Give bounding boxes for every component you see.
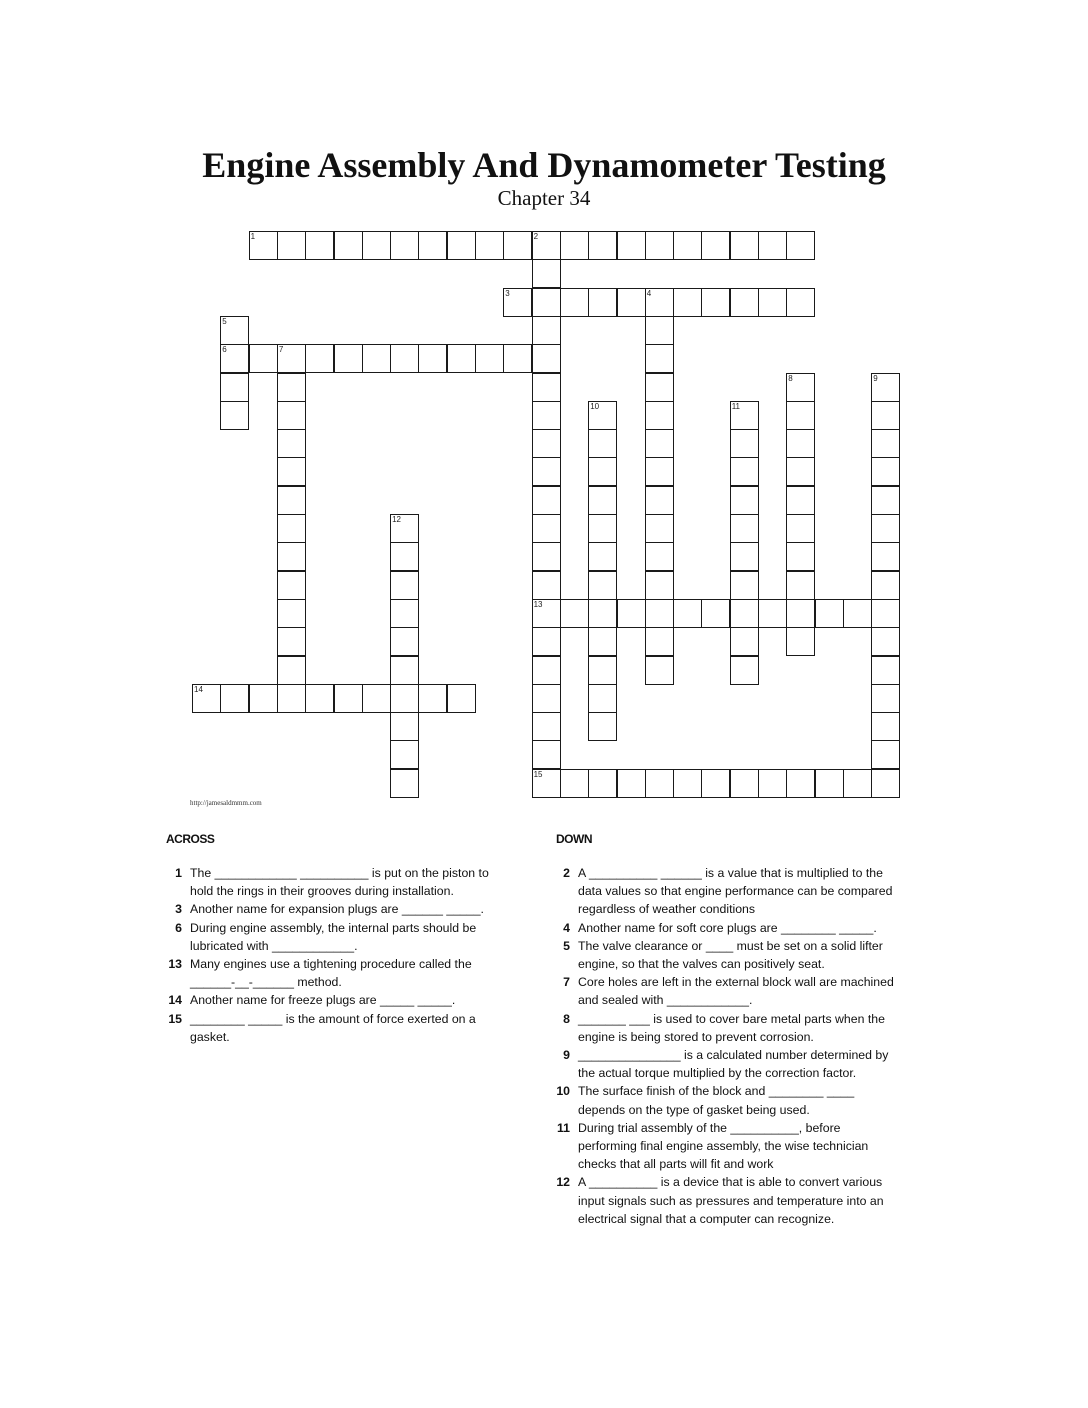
- clue-text: Many engines use a tightening procedure called the ______-__-______ method.: [190, 957, 472, 990]
- clue-number: 1: [175, 866, 182, 880]
- grid-cell[interactable]: [871, 599, 900, 628]
- grid-cell[interactable]: [277, 599, 306, 628]
- grid-cell[interactable]: [447, 231, 476, 260]
- clue-text: Another name for expansion plugs are ______ _____.: [190, 902, 484, 917]
- across-clue: [156, 991, 508, 1009]
- down-clue-list: [544, 864, 896, 1228]
- grid-cell[interactable]: [560, 769, 589, 798]
- grid-cell[interactable]: [843, 599, 872, 628]
- clue-text: The valve clearance or ____ must be set on a solid lifter engine, so that the valves can positively seat.: [578, 938, 883, 972]
- grid-cell[interactable]: [503, 231, 532, 260]
- grid-cell[interactable]: [220, 344, 249, 373]
- clue-number: 1: [250, 232, 256, 241]
- grid-cell[interactable]: [645, 344, 674, 373]
- grid-cell[interactable]: [192, 684, 221, 713]
- down-clue: [544, 1046, 896, 1082]
- grid-cell[interactable]: [673, 288, 702, 317]
- grid-cell[interactable]: [334, 684, 363, 713]
- down-clue: [544, 919, 896, 937]
- grid-cell[interactable]: [560, 231, 589, 260]
- grid-cell[interactable]: [730, 288, 759, 317]
- grid-cell[interactable]: [390, 627, 419, 656]
- clue-text: During trial assembly of the __________, before performing final engine assembly, the wise technician checks that all parts will fit and work: [578, 1120, 869, 1172]
- grid-cell[interactable]: [730, 401, 759, 430]
- across-clue: [156, 919, 508, 955]
- grid-cell[interactable]: [532, 769, 561, 798]
- grid-cell[interactable]: [277, 542, 306, 571]
- grid-cell[interactable]: [786, 769, 815, 798]
- clue-text: Another name for freeze plugs are _____ _____.: [190, 993, 456, 1008]
- grid-cell[interactable]: [362, 344, 391, 373]
- grid-cell[interactable]: [418, 684, 447, 713]
- grid-cell[interactable]: [758, 769, 787, 798]
- clue-text: Another name for soft core plugs are ________ _____.: [578, 920, 877, 935]
- clue-text: _______________ is a calculated number determined by the actual torque multiplied by the correction factor.: [578, 1048, 889, 1081]
- grid-cell[interactable]: [645, 401, 674, 430]
- grid-cell[interactable]: [532, 740, 561, 769]
- grid-cell[interactable]: [617, 599, 646, 628]
- grid-cell[interactable]: [277, 571, 306, 600]
- grid-cell[interactable]: [871, 571, 900, 600]
- clue-text: The ____________ __________ is put on the piston to hold the rings in their grooves during installation.: [190, 866, 489, 899]
- grid-cell[interactable]: [588, 599, 617, 628]
- grid-cell[interactable]: [277, 684, 306, 713]
- grid-cell[interactable]: [390, 769, 419, 798]
- down-clue: [544, 1010, 896, 1046]
- grid-cell[interactable]: [786, 457, 815, 486]
- clue-number: 3: [175, 902, 182, 917]
- down-clue: [544, 1119, 896, 1174]
- grid-cell[interactable]: [871, 712, 900, 741]
- clue-text: A __________ ______ is a value that is multiplied to the data values so that engine performance can be compared regardless of weather conditions: [578, 866, 893, 917]
- grid-cell[interactable]: [334, 344, 363, 373]
- clue-text: A __________ is a device that is able to convert various input signals such as pressures and temperature into an electrical signal that a computer can recognize.: [578, 1175, 884, 1226]
- source-url: http://jamesaldmmm.com: [190, 799, 262, 807]
- across-heading: ACROSS: [166, 832, 215, 846]
- grid-cell[interactable]: [730, 571, 759, 600]
- grid-cell[interactable]: [871, 769, 900, 798]
- grid-cell[interactable]: [249, 684, 278, 713]
- grid-cell[interactable]: [588, 684, 617, 713]
- grid-cell[interactable]: [418, 231, 447, 260]
- page-subtitle: Chapter 34: [497, 186, 591, 210]
- grid-cell[interactable]: [305, 684, 334, 713]
- grid-cell[interactable]: [532, 712, 561, 741]
- grid-cell[interactable]: [645, 288, 674, 317]
- grid-cell[interactable]: [418, 344, 447, 373]
- grid-cell[interactable]: [277, 429, 306, 458]
- grid-cell[interactable]: [277, 457, 306, 486]
- grid-cell[interactable]: [532, 457, 561, 486]
- clue-number: 13: [168, 957, 182, 972]
- grid-cell[interactable]: [532, 514, 561, 543]
- grid-cell[interactable]: [390, 231, 419, 260]
- down-clue: [544, 864, 896, 919]
- grid-cell[interactable]: [815, 599, 844, 628]
- grid-cell[interactable]: [532, 401, 561, 430]
- grid-cell[interactable]: [758, 599, 787, 628]
- grid-cell[interactable]: [334, 231, 363, 260]
- grid-cell[interactable]: [532, 627, 561, 656]
- grid-cell[interactable]: [730, 457, 759, 486]
- grid-cell[interactable]: [701, 769, 730, 798]
- grid-cell[interactable]: [730, 429, 759, 458]
- clue-number: 6: [222, 345, 227, 355]
- clue-text: The surface finish of the block and ________ ____ depends on the type of gasket being used.: [578, 1084, 855, 1117]
- grid-cell[interactable]: [758, 288, 787, 317]
- grid-cell[interactable]: [871, 627, 900, 656]
- grid-cell[interactable]: [617, 769, 646, 798]
- grid-cell[interactable]: [588, 514, 617, 543]
- grid-cell[interactable]: [390, 344, 419, 373]
- grid-cell[interactable]: [277, 231, 306, 260]
- grid-cell[interactable]: [532, 344, 561, 373]
- grid-cell[interactable]: [249, 231, 278, 260]
- grid-cell[interactable]: [730, 627, 759, 656]
- grid-cell[interactable]: [673, 231, 702, 260]
- grid-cell[interactable]: [786, 514, 815, 543]
- clue-number: 6: [175, 920, 182, 935]
- across-clue: [156, 1010, 508, 1046]
- clue-number: 2: [533, 232, 539, 241]
- clue-number: 4: [646, 288, 652, 298]
- grid-cell[interactable]: [305, 231, 334, 260]
- grid-cell[interactable]: [645, 429, 674, 458]
- grid-cell[interactable]: [532, 373, 561, 402]
- clue-number: 7: [563, 975, 570, 990]
- grid-cell[interactable]: [390, 740, 419, 769]
- clue-number: 9: [563, 1048, 570, 1063]
- grid-cell[interactable]: [645, 542, 674, 571]
- grid-cell[interactable]: [503, 288, 532, 317]
- grid-cell[interactable]: [532, 571, 561, 600]
- grid-cell[interactable]: [277, 344, 306, 373]
- grid-cell[interactable]: [730, 599, 759, 628]
- grid-cell[interactable]: [786, 627, 815, 656]
- grid-cell[interactable]: [786, 571, 815, 600]
- grid-cell[interactable]: [645, 599, 674, 628]
- down-clue: [544, 937, 896, 973]
- grid-cell[interactable]: [560, 599, 589, 628]
- grid-cell[interactable]: [730, 769, 759, 798]
- grid-cell[interactable]: [390, 656, 419, 685]
- grid-cell[interactable]: [645, 514, 674, 543]
- grid-cell[interactable]: [390, 684, 419, 713]
- clue-text: _______ ___ is used to cover bare metal parts when the engine is being stored to prevent corrosion.: [578, 1011, 885, 1044]
- grid-cell[interactable]: [362, 684, 391, 713]
- grid-cell[interactable]: [475, 231, 504, 260]
- grid-cell[interactable]: [588, 542, 617, 571]
- grid-cell[interactable]: [645, 571, 674, 600]
- clue-number: 4: [563, 920, 570, 935]
- grid-cell[interactable]: [277, 486, 306, 515]
- down-heading: DOWN: [556, 832, 592, 846]
- grid-cell[interactable]: [588, 429, 617, 458]
- grid-cell[interactable]: [277, 514, 306, 543]
- clue-number: 10: [590, 401, 600, 411]
- clue-number: 11: [557, 1120, 570, 1135]
- across-clue-list: [156, 864, 508, 1046]
- grid-cell[interactable]: [730, 514, 759, 543]
- grid-cell[interactable]: [871, 656, 900, 685]
- grid-cell[interactable]: [617, 231, 646, 260]
- grid-cell[interactable]: [786, 429, 815, 458]
- grid-cell[interactable]: [588, 457, 617, 486]
- clue-text: Core holes are left in the external block wall are machined and sealed with ____________.: [578, 975, 894, 1008]
- grid-cell[interactable]: [871, 457, 900, 486]
- clue-number: 12: [556, 1175, 570, 1190]
- grid-cell[interactable]: [645, 656, 674, 685]
- grid-cell[interactable]: [645, 231, 674, 260]
- down-clue: [544, 973, 896, 1009]
- grid-cell[interactable]: [786, 542, 815, 571]
- across-clue: [156, 955, 508, 991]
- clue-number: 8: [788, 373, 793, 383]
- grid-cell[interactable]: [645, 457, 674, 486]
- clue-text: ________ _____ is the amount of force exerted on a gasket.: [190, 1011, 476, 1044]
- grid-cell[interactable]: [588, 656, 617, 685]
- grid-cell[interactable]: [277, 373, 306, 402]
- grid-cell[interactable]: [645, 316, 674, 345]
- grid-cell[interactable]: [532, 542, 561, 571]
- grid-cell[interactable]: [786, 486, 815, 515]
- clue-number: 11: [731, 401, 740, 411]
- page-title: Engine Assembly And Dynamometer Testing: [202, 145, 886, 185]
- grid-cell[interactable]: [532, 429, 561, 458]
- grid-cell[interactable]: [871, 740, 900, 769]
- clue-number: 15: [533, 769, 543, 779]
- clue-number: 12: [392, 515, 401, 524]
- grid-cell[interactable]: [532, 288, 561, 317]
- clue-number: 13: [533, 599, 543, 609]
- grid-cell[interactable]: [277, 401, 306, 430]
- grid-cell[interactable]: [532, 486, 561, 515]
- grid-cell[interactable]: [871, 373, 900, 402]
- clue-text: During engine assembly, the internal parts should be lubricated with ____________.: [190, 920, 477, 953]
- grid-cell[interactable]: [532, 599, 561, 628]
- grid-cell[interactable]: [475, 344, 504, 373]
- grid-cell[interactable]: [645, 769, 674, 798]
- grid-cell[interactable]: [786, 288, 815, 317]
- grid-cell[interactable]: [730, 486, 759, 515]
- down-clue: [544, 1082, 896, 1118]
- clue-number: 14: [194, 684, 203, 694]
- grid-cell[interactable]: [220, 684, 249, 713]
- grid-cell[interactable]: [701, 231, 730, 260]
- grid-cell[interactable]: [447, 684, 476, 713]
- grid-cell[interactable]: [588, 231, 617, 260]
- grid-cell[interactable]: [871, 684, 900, 713]
- grid-cell[interactable]: [588, 401, 617, 430]
- grid-cell[interactable]: [701, 288, 730, 317]
- grid-cell[interactable]: [871, 486, 900, 515]
- down-clue: [544, 1173, 896, 1228]
- grid-cell[interactable]: [843, 769, 872, 798]
- grid-cell[interactable]: [673, 769, 702, 798]
- grid-cell[interactable]: [560, 288, 589, 317]
- grid-cell[interactable]: [220, 401, 249, 430]
- clue-number: 5: [563, 938, 570, 953]
- grid-cell[interactable]: [390, 571, 419, 600]
- grid-cell[interactable]: [532, 259, 561, 288]
- grid-cell[interactable]: [390, 712, 419, 741]
- clue-number: 3: [505, 288, 510, 298]
- clue-number: 9: [873, 373, 878, 383]
- grid-cell[interactable]: [390, 514, 419, 543]
- grid-cell[interactable]: [758, 231, 787, 260]
- grid-cell[interactable]: [645, 373, 674, 402]
- clue-number: 14: [168, 993, 182, 1008]
- grid-cell[interactable]: [786, 373, 815, 402]
- grid-cell[interactable]: [730, 231, 759, 260]
- grid-cell[interactable]: [815, 769, 844, 798]
- grid-cell[interactable]: [786, 231, 815, 260]
- grid-cell[interactable]: [277, 627, 306, 656]
- grid-cell[interactable]: [588, 288, 617, 317]
- grid-cell[interactable]: [588, 769, 617, 798]
- grid-cell[interactable]: [249, 344, 278, 373]
- grid-cell[interactable]: [362, 231, 391, 260]
- grid-cell[interactable]: [673, 599, 702, 628]
- clue-number: 8: [563, 1011, 570, 1026]
- grid-cell[interactable]: [588, 712, 617, 741]
- grid-cell[interactable]: [730, 542, 759, 571]
- grid-cell[interactable]: [786, 401, 815, 430]
- grid-cell[interactable]: [532, 656, 561, 685]
- clue-number: 10: [556, 1084, 570, 1099]
- clue-number: 7: [278, 345, 284, 355]
- grid-cell[interactable]: [277, 656, 306, 685]
- grid-cell[interactable]: [447, 344, 476, 373]
- grid-cell[interactable]: [786, 599, 815, 628]
- grid-cell[interactable]: [503, 344, 532, 373]
- clue-number: 15: [168, 1011, 182, 1026]
- grid-cell[interactable]: [701, 599, 730, 628]
- grid-cell[interactable]: [588, 571, 617, 600]
- grid-cell[interactable]: [532, 684, 561, 713]
- grid-cell[interactable]: [645, 486, 674, 515]
- grid-cell[interactable]: [390, 599, 419, 628]
- grid-cell[interactable]: [588, 486, 617, 515]
- grid-cell[interactable]: [645, 627, 674, 656]
- grid-cell[interactable]: [871, 429, 900, 458]
- grid-cell[interactable]: [588, 627, 617, 656]
- grid-cell[interactable]: [532, 316, 561, 345]
- across-clue: [156, 864, 508, 900]
- grid-cell[interactable]: [220, 373, 249, 402]
- grid-cell[interactable]: [532, 231, 561, 260]
- clue-number: 2: [563, 866, 570, 880]
- across-clue: [156, 900, 508, 918]
- grid-cell[interactable]: [305, 344, 334, 373]
- grid-cell[interactable]: [871, 401, 900, 430]
- grid-cell[interactable]: [617, 288, 646, 317]
- grid-cell[interactable]: [730, 656, 759, 685]
- grid-cell[interactable]: [871, 514, 900, 543]
- grid-cell[interactable]: [220, 316, 249, 345]
- clue-number: 5: [222, 316, 227, 326]
- grid-cell[interactable]: [390, 542, 419, 571]
- grid-cell[interactable]: [871, 542, 900, 571]
